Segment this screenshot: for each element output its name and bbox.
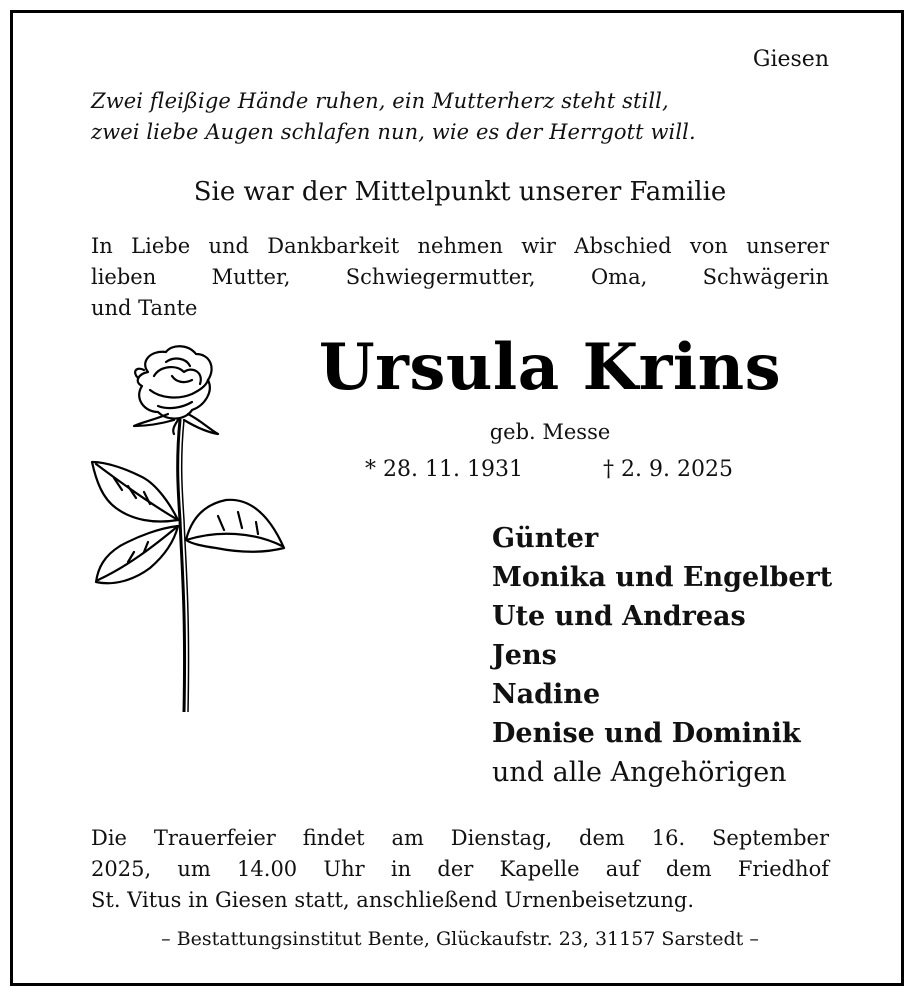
mourner-name: Günter <box>492 523 599 554</box>
mourners-closing: und alle Angehörigen <box>492 757 787 788</box>
mourner-name: Denise und Dominik <box>492 718 801 749</box>
mourners-list <box>492 519 832 792</box>
location-label: Giesen <box>752 47 829 72</box>
headline: Sie war der Mittelpunkt unserer Familie <box>193 177 727 207</box>
maiden-name: geb. Messe <box>489 420 611 444</box>
deceased-name: Ursula Krins <box>318 330 782 405</box>
ceremony-line: 2025, um 14.00 Uhr in der Kapelle auf dem Friedhof <box>91 857 829 881</box>
ceremony-text <box>91 823 829 916</box>
intro-line: und Tante <box>91 296 198 320</box>
ceremony-line: St. Vitus in Giesen statt, anschließend Urnenbeisetzung. <box>91 888 695 912</box>
death-date: † 2. 9. 2025 <box>603 457 733 482</box>
rose-icon <box>88 340 288 712</box>
intro-line: lieben Mutter, Schwiegermutter, Oma, Schwägerin <box>91 265 829 289</box>
poem-line: zwei liebe Augen schlafen nun, wie es der Herrgott will. <box>91 120 696 144</box>
mourner-name: Jens <box>492 640 557 671</box>
intro-text <box>91 231 829 324</box>
undertaker-line: – Bestattungsinstitut Bente, Glückaufstr. 23, 31157 Sarstedt – <box>161 928 759 950</box>
mourner-name: Monika und Engelbert <box>492 562 833 593</box>
poem <box>91 86 696 148</box>
mourner-name: Ute und Andreas <box>492 601 746 632</box>
intro-line: In Liebe und Dankbarkeit nehmen wir Abschied von unserer <box>91 234 829 258</box>
ceremony-line: Die Trauerfeier findet am Dienstag, dem 16. September <box>91 826 829 850</box>
mourner-name: Nadine <box>492 679 601 710</box>
poem-line: Zwei fleißige Hände ruhen, ein Mutterherz steht still, <box>91 89 669 113</box>
birth-date: * 28. 11. 1931 <box>365 457 523 482</box>
